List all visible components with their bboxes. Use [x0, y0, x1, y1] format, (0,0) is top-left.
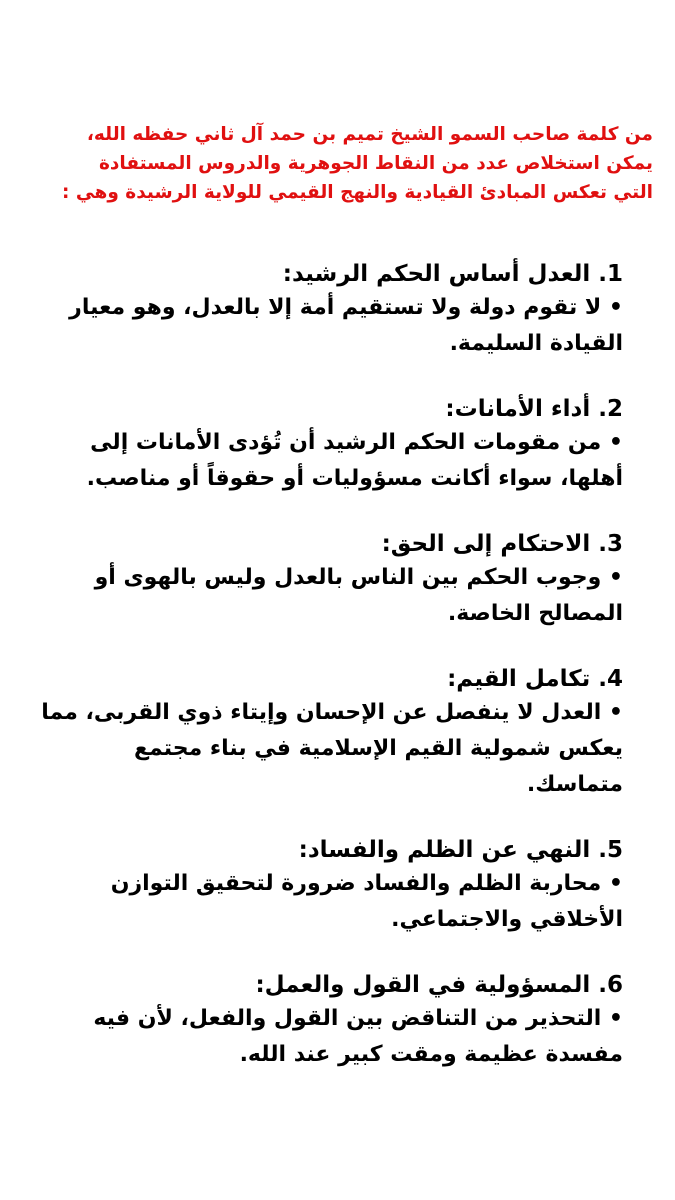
point-4-body: • العدل لا ينفصل عن الإحسان وإيتاء ذوي القربى، مما يعكس شمولية القيم الإسلامية في بناء مجتمع متماسك. — [41, 700, 623, 797]
point-4 — [33, 663, 623, 803]
point-5 — [33, 834, 623, 938]
point-5-body: • محاربة الظلم والفساد ضرورة لتحقيق التوازن الأخلاقي والاجتماعي. — [110, 871, 623, 932]
point-3-body: • وجوب الحكم بين الناس بالعدل وليس بالهوى أو المصالح الخاصة. — [94, 565, 623, 626]
intro-line-3: التي تعكس المبادئ القيادية والنهج القيمي للولاية الرشيدة وهي : — [61, 182, 653, 203]
point-6-title: 6. المسؤولية في القول والعمل: — [255, 972, 623, 998]
point-1-body: • لا تقوم دولة ولا تستقيم أمة إلا بالعدل، وهو معيار القيادة السليمة. — [69, 295, 623, 356]
point-2-body: • من مقومات الحكم الرشيد أن تُؤدى الأمانات إلى أهلها، سواء أكانت مسؤوليات أو حقوقاً أو مناصب. — [86, 430, 623, 491]
intro-line-1: من كلمة صاحب السمو الشيخ تميم بن حمد آل ثاني حفظه الله، — [86, 124, 653, 145]
point-2-title: 2. أداء الأمانات: — [445, 396, 623, 422]
point-3-title: 3. الاحتكام إلى الحق: — [381, 531, 623, 557]
point-3 — [33, 528, 623, 632]
point-6-body: • التحذير من التناقض بين القول والفعل، لأن فيه مفسدة عظيمة ومقت كبير عند الله. — [93, 1006, 623, 1067]
point-2 — [33, 393, 623, 497]
intro-paragraph — [13, 120, 653, 207]
point-4-title: 4. تكامل القيم: — [447, 666, 623, 692]
point-6 — [33, 969, 623, 1073]
points-list — [33, 258, 623, 1104]
point-5-title: 5. النهي عن الظلم والفساد: — [298, 837, 623, 863]
point-1-title: 1. العدل أساس الحكم الرشيد: — [282, 261, 623, 287]
intro-line-2: يمكن استخلاص عدد من النقاط الجوهرية والدروس المستفادة — [98, 153, 653, 174]
point-1 — [33, 258, 623, 362]
